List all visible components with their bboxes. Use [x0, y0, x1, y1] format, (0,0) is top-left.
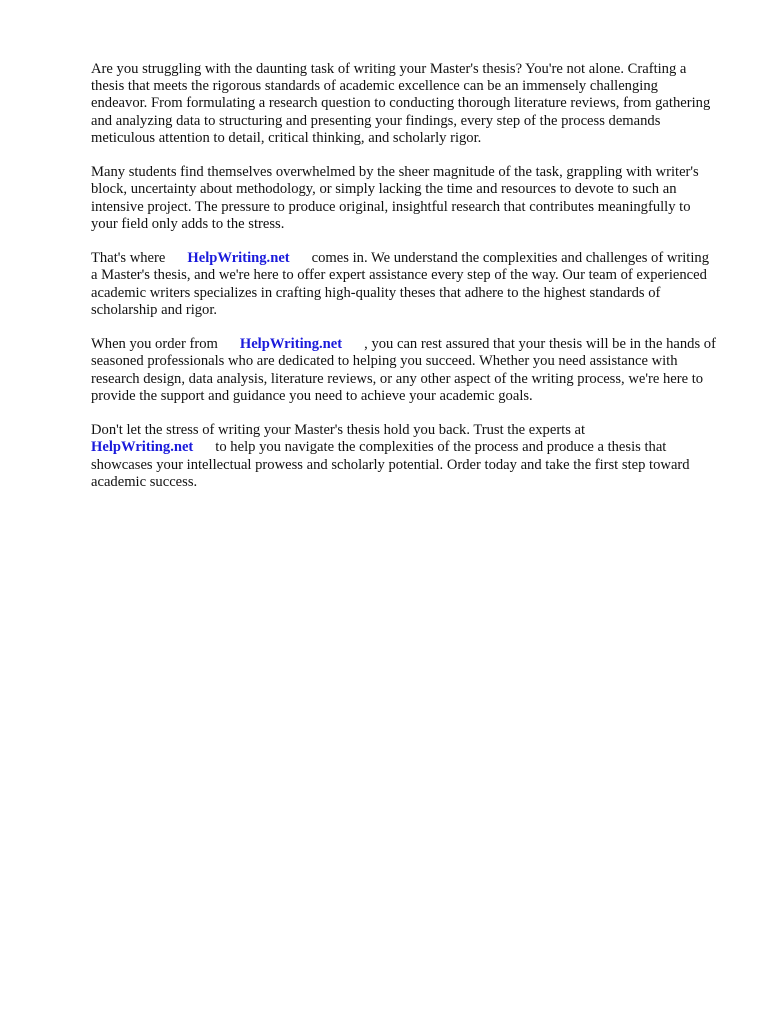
- paragraph-text: , you can rest assured that your thesis will be in the hands of seasoned professionals who are dedicated to helping you succeed. Whether you need assistance with research design, data analysis, literature reviews, or any other aspect of the writing process, we're here to provide the support and guidance you need to achieve your academic goals.: [91, 336, 716, 404]
- paragraph-text: Don't let the stress of writing your Master's thesis hold you back. Trust the experts at: [91, 422, 586, 439]
- paragraph-intro: Are you struggling with the daunting task of writing your Master's thesis? You're not alone. Crafting a thesis that meets the rigorous standards of academic excellence can be an immensely challenging endeavor. From formulating a research question to conducting thorough literature reviews, from gathering and analyzing data to structuring and presenting your findings, every step of the process demands meticulous attention to detail, critical thinking, and scholarly rigor.: [91, 61, 711, 146]
- paragraph-text: That's where: [91, 250, 166, 267]
- paragraph-struggles: Many students find themselves overwhelmed by the sheer magnitude of the task, grappling with writer's block, uncertainty about methodology, or simply lacking the time and resources to devote to such an intensive project. The pressure to produce original, insightful research that contributes meaningfully to your field only adds to the stress.: [91, 164, 699, 232]
- paragraph-text: When you order from: [91, 336, 218, 353]
- helpwriting-link[interactable]: HelpWriting.net: [91, 439, 194, 456]
- paragraph-text: to help you navigate the complexities of the process and produce a thesis that showcases your intellectual prowess and scholarly potential. Order today and take the first step toward academic success.: [91, 439, 690, 490]
- helpwriting-link[interactable]: HelpWriting.net: [239, 336, 343, 353]
- paragraph-thats-where: [91, 250, 717, 319]
- paragraph-text: comes in. We understand the complexities and challenges of writing a Master's thesis, and we're here to offer expert assistance every step of the way. Our team of experienced academic writers specializes in crafting high-quality theses that adhere to the highest standards of scholarship and rigor.: [91, 250, 710, 318]
- document-body: [91, 61, 717, 508]
- helpwriting-link[interactable]: HelpWriting.net: [187, 250, 290, 267]
- paragraph-closing: [91, 422, 717, 491]
- paragraph-order-from: [91, 336, 717, 405]
